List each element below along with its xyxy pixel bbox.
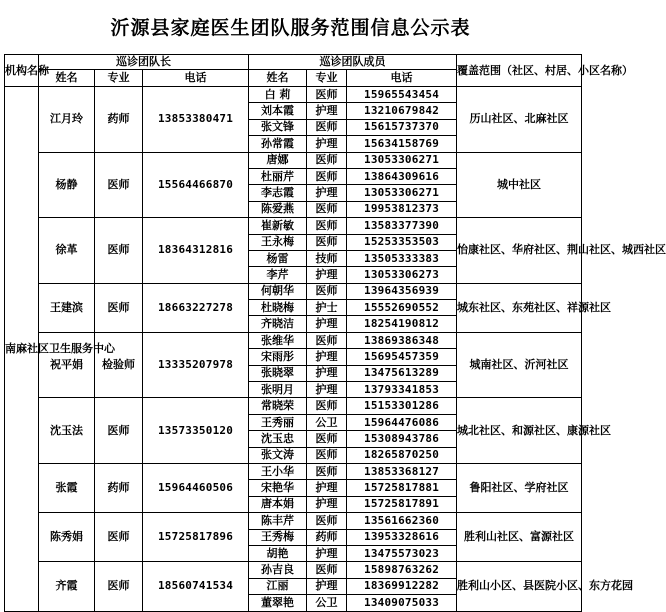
member-role-cell: 技师 bbox=[307, 250, 347, 266]
leader-name-cell: 齐霞 bbox=[39, 562, 95, 611]
member-name-cell: 白 莉 bbox=[249, 87, 307, 103]
member-role-cell: 医师 bbox=[307, 431, 347, 447]
member-name-cell: 孙常霞 bbox=[249, 136, 307, 152]
member-phone-cell: 15725817881 bbox=[347, 480, 457, 496]
member-phone-cell: 18254190812 bbox=[347, 316, 457, 332]
member-phone-cell: 15634158769 bbox=[347, 136, 457, 152]
leader-name-cell: 徐革 bbox=[39, 218, 95, 284]
leader-phone-cell: 13853380471 bbox=[143, 87, 249, 153]
leader-name-header: 姓名 bbox=[39, 70, 95, 87]
leader-phone-header: 电话 bbox=[143, 70, 249, 87]
member-role-cell: 医师 bbox=[307, 447, 347, 463]
leader-phone-cell: 18663227278 bbox=[143, 283, 249, 332]
member-role-cell: 护理 bbox=[307, 578, 347, 594]
member-role-cell: 护理 bbox=[307, 316, 347, 332]
member-name-cell: 宋雨彤 bbox=[249, 349, 307, 365]
leader-name-cell: 陈秀娟 bbox=[39, 513, 95, 562]
leader-role-cell: 药师 bbox=[95, 463, 143, 512]
member-phone-cell: 15552690552 bbox=[347, 300, 457, 316]
member-name-cell: 张维华 bbox=[249, 332, 307, 348]
member-phone-cell: 15308943786 bbox=[347, 431, 457, 447]
member-phone-cell: 13409075033 bbox=[347, 595, 457, 611]
leader-name-cell: 张霞 bbox=[39, 463, 95, 512]
member-role-cell: 护理 bbox=[307, 267, 347, 283]
member-phone-cell: 18265870250 bbox=[347, 447, 457, 463]
member-phone-cell: 15964476086 bbox=[347, 414, 457, 430]
member-name-cell: 张晓翠 bbox=[249, 365, 307, 381]
leader-phone-cell: 13335207978 bbox=[143, 332, 249, 398]
member-role-cell: 医师 bbox=[307, 201, 347, 217]
member-role-cell: 护理 bbox=[307, 365, 347, 381]
coverage-cell: 鲁阳社区、学府社区 bbox=[457, 463, 582, 512]
member-name-cell: 王秀梅 bbox=[249, 529, 307, 545]
member-name-cell: 张明月 bbox=[249, 382, 307, 398]
member-role-cell: 医师 bbox=[307, 332, 347, 348]
member-phone-cell: 13793341853 bbox=[347, 382, 457, 398]
member-phone-cell: 15615737370 bbox=[347, 119, 457, 135]
member-phone-cell: 13953328616 bbox=[347, 529, 457, 545]
table-row bbox=[5, 398, 582, 414]
table-row bbox=[5, 283, 582, 299]
leader-phone-cell: 15964460506 bbox=[143, 463, 249, 512]
member-phone-cell: 15898763262 bbox=[347, 562, 457, 578]
member-role-cell: 护理 bbox=[307, 496, 347, 512]
member-phone-cell: 13475613289 bbox=[347, 365, 457, 381]
member-role-cell: 医师 bbox=[307, 218, 347, 234]
member-role-cell: 医师 bbox=[307, 463, 347, 479]
member-role-cell: 护理 bbox=[307, 185, 347, 201]
member-phone-cell: 13475573023 bbox=[347, 545, 457, 561]
table-row bbox=[5, 463, 582, 479]
member-name-cell: 宋艳华 bbox=[249, 480, 307, 496]
member-name-cell: 崔新敏 bbox=[249, 218, 307, 234]
member-phone-cell: 15153301286 bbox=[347, 398, 457, 414]
coverage-cell: 胜利山社区、富源社区 bbox=[457, 513, 582, 562]
coverage-cell: 城东社区、东苑社区、祥源社区 bbox=[457, 283, 582, 332]
member-name-cell: 何朝华 bbox=[249, 283, 307, 299]
member-name-cell: 杜丽芹 bbox=[249, 168, 307, 184]
member-phone-cell: 15695457359 bbox=[347, 349, 457, 365]
header-row-group bbox=[5, 55, 582, 70]
coverage-cell: 城中社区 bbox=[457, 152, 582, 218]
leader-phone-cell: 15564466870 bbox=[143, 152, 249, 218]
member-phone-cell: 13583377390 bbox=[347, 218, 457, 234]
leader-name-cell: 杨静 bbox=[39, 152, 95, 218]
member-phone-cell: 15965543454 bbox=[347, 87, 457, 103]
leader-role-cell: 医师 bbox=[95, 398, 143, 464]
member-role-cell: 护理 bbox=[307, 349, 347, 365]
leader-role-cell: 检验师 bbox=[95, 332, 143, 398]
leader-phone-cell: 15725817896 bbox=[143, 513, 249, 562]
member-role-header: 专业 bbox=[307, 70, 347, 87]
service-table bbox=[4, 54, 666, 612]
leader-name-cell: 祝平娟 bbox=[39, 332, 95, 398]
member-name-cell: 张文涛 bbox=[249, 447, 307, 463]
member-role-cell: 护理 bbox=[307, 545, 347, 561]
org-name-cell: 南麻社区卫生服务中心 bbox=[5, 87, 39, 612]
member-name-cell: 李芹 bbox=[249, 267, 307, 283]
member-name-cell: 唐本娟 bbox=[249, 496, 307, 512]
member-name-cell: 张文锋 bbox=[249, 119, 307, 135]
table-row bbox=[5, 87, 582, 103]
member-name-cell: 江丽 bbox=[249, 578, 307, 594]
leader-phone-cell: 18364312816 bbox=[143, 218, 249, 284]
member-name-cell: 沈玉忠 bbox=[249, 431, 307, 447]
member-role-cell: 公卫 bbox=[307, 595, 347, 611]
leader-name-cell: 江月玲 bbox=[39, 87, 95, 153]
leader-name-cell: 沈玉法 bbox=[39, 398, 95, 464]
member-role-cell: 医师 bbox=[307, 562, 347, 578]
member-phone-cell: 13869386348 bbox=[347, 332, 457, 348]
member-role-cell: 医师 bbox=[307, 87, 347, 103]
coverage-header: 覆盖范围（社区、村居、小区名称） bbox=[457, 55, 582, 87]
member-phone-cell: 18369912282 bbox=[347, 578, 457, 594]
member-role-cell: 医师 bbox=[307, 234, 347, 250]
table-row bbox=[5, 152, 582, 168]
member-phone-cell: 13053306271 bbox=[347, 152, 457, 168]
member-role-cell: 医师 bbox=[307, 168, 347, 184]
table-row bbox=[5, 218, 582, 234]
member-phone-cell: 13053306273 bbox=[347, 267, 457, 283]
leader-phone-cell: 18560741534 bbox=[143, 562, 249, 611]
leader-role-cell: 医师 bbox=[95, 562, 143, 611]
member-phone-cell: 15725817891 bbox=[347, 496, 457, 512]
member-name-cell: 唐娜 bbox=[249, 152, 307, 168]
member-name-cell: 胡艳 bbox=[249, 545, 307, 561]
member-role-cell: 医师 bbox=[307, 152, 347, 168]
member-role-cell: 护理 bbox=[307, 136, 347, 152]
member-name-cell: 刘本霞 bbox=[249, 103, 307, 119]
coverage-cell: 城南社区、沂河社区 bbox=[457, 332, 582, 398]
member-name-cell: 杜晓梅 bbox=[249, 300, 307, 316]
leader-role-cell: 医师 bbox=[95, 152, 143, 218]
leader-role-cell: 医师 bbox=[95, 218, 143, 284]
org-header: 机构名称 bbox=[5, 55, 39, 87]
member-role-cell: 医师 bbox=[307, 513, 347, 529]
member-role-cell: 医师 bbox=[307, 119, 347, 135]
table-row bbox=[5, 562, 582, 578]
member-role-cell: 护士 bbox=[307, 300, 347, 316]
member-name-cell: 常晓荣 bbox=[249, 398, 307, 414]
member-name-cell: 陈爱燕 bbox=[249, 201, 307, 217]
leader-role-cell: 药师 bbox=[95, 87, 143, 153]
member-name-cell: 杨雷 bbox=[249, 250, 307, 266]
member-name-cell: 齐晓洁 bbox=[249, 316, 307, 332]
leader-group-header: 巡诊团队长 bbox=[39, 55, 249, 70]
member-name-cell: 王小华 bbox=[249, 463, 307, 479]
member-role-cell: 医师 bbox=[307, 283, 347, 299]
member-group-header: 巡诊团队成员 bbox=[249, 55, 457, 70]
member-phone-cell: 13853368127 bbox=[347, 463, 457, 479]
page-title: 沂源县家庭医生团队服务范围信息公示表 bbox=[110, 16, 471, 39]
leader-phone-cell: 13573350120 bbox=[143, 398, 249, 464]
member-role-cell: 护理 bbox=[307, 103, 347, 119]
member-name-cell: 陈丰芹 bbox=[249, 513, 307, 529]
member-phone-cell: 13210679842 bbox=[347, 103, 457, 119]
leader-name-cell: 王建滨 bbox=[39, 283, 95, 332]
leader-role-header: 专业 bbox=[95, 70, 143, 87]
member-name-cell: 王秀丽 bbox=[249, 414, 307, 430]
member-role-cell: 药师 bbox=[307, 529, 347, 545]
member-phone-cell: 13964356939 bbox=[347, 283, 457, 299]
member-phone-cell: 13864309616 bbox=[347, 168, 457, 184]
member-phone-cell: 13561662360 bbox=[347, 513, 457, 529]
member-name-header: 姓名 bbox=[249, 70, 307, 87]
member-phone-header: 电话 bbox=[347, 70, 457, 87]
member-phone-cell: 19953812373 bbox=[347, 201, 457, 217]
member-name-cell: 李志霞 bbox=[249, 185, 307, 201]
member-role-cell: 护理 bbox=[307, 480, 347, 496]
member-phone-cell: 13053306271 bbox=[347, 185, 457, 201]
coverage-cell: 怡康社区、华府社区、荆山社区、城西社区 bbox=[457, 218, 582, 284]
table-row bbox=[5, 513, 582, 529]
member-role-cell: 医师 bbox=[307, 398, 347, 414]
member-role-cell: 护理 bbox=[307, 382, 347, 398]
leader-role-cell: 医师 bbox=[95, 513, 143, 562]
member-phone-cell: 13505333383 bbox=[347, 250, 457, 266]
member-name-cell: 董翠艳 bbox=[249, 595, 307, 611]
coverage-cell: 胜利山小区、县医院小区、东方花园 bbox=[457, 562, 582, 611]
coverage-cell: 历山社区、北麻社区 bbox=[457, 87, 582, 153]
leader-role-cell: 医师 bbox=[95, 283, 143, 332]
member-name-cell: 孙吉良 bbox=[249, 562, 307, 578]
coverage-cell: 城北社区、和源社区、康源社区 bbox=[457, 398, 582, 464]
member-role-cell: 公卫 bbox=[307, 414, 347, 430]
member-phone-cell: 15253353503 bbox=[347, 234, 457, 250]
member-name-cell: 王永梅 bbox=[249, 234, 307, 250]
